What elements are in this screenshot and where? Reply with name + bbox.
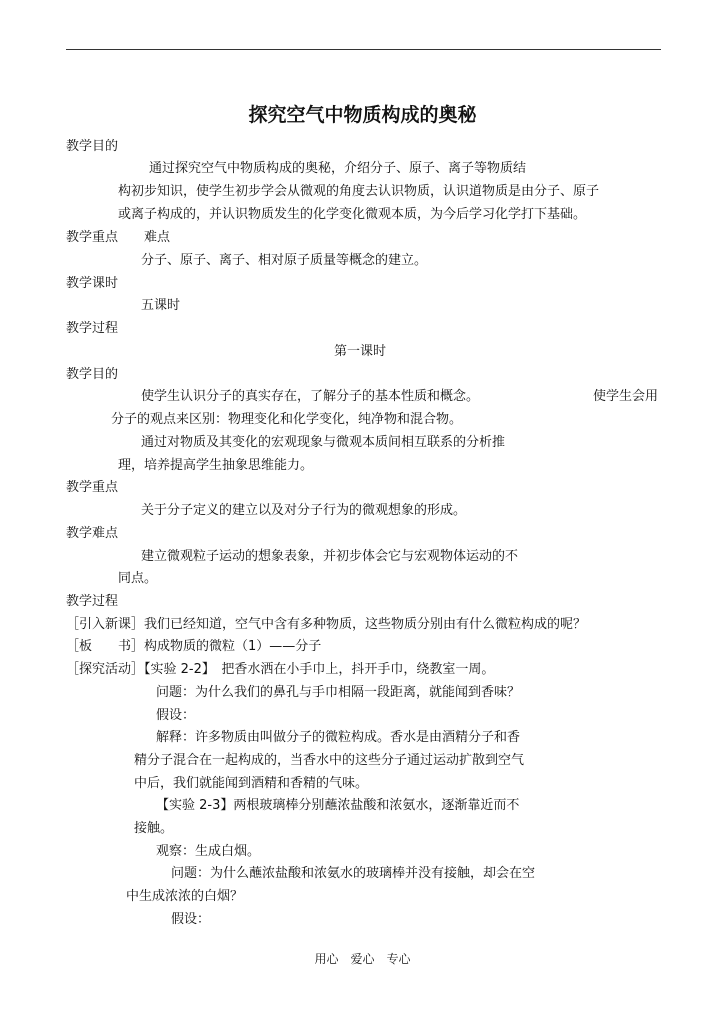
text-line: 或离子构成的，并认识物质发生的化学变化微观本质，为今后学习化学打下基础。 bbox=[118, 207, 587, 222]
text-line: 使学生会用 bbox=[593, 389, 659, 404]
text-line: 中后，我们就能闻到酒精和香精的气味。 bbox=[134, 776, 369, 791]
text-line: 五课时 bbox=[141, 298, 181, 313]
heading-teaching-process: 教学过程 bbox=[66, 594, 119, 609]
heading-key-point: 教学重点 bbox=[66, 480, 119, 495]
section-heading: 第一课时 bbox=[334, 344, 387, 359]
text-line: 通过探究空气中物质构成的奥秘，介绍分子、原子、离子等物质结 bbox=[149, 161, 527, 176]
page-title: 探究空气中物质构成的奥秘 bbox=[248, 104, 477, 126]
text-line: 通过对物质及其变化的宏观现象与微观本质间相互联系的分析推 bbox=[141, 435, 506, 450]
heading-teaching-process: 教学过程 bbox=[66, 321, 119, 336]
text-line: 精分子混合在一起构成的，当香水中的这些分子通过运动扩散到空气 bbox=[134, 753, 525, 768]
page-footer: 用心 爱心 专心 bbox=[314, 952, 411, 966]
text-line: 分子、原子、离子、相对原子质量等概念的建立。 bbox=[141, 253, 428, 268]
text-line: 问题：为什么我们的鼻孔与手巾相隔一段距离，就能闻到香味？ bbox=[156, 685, 521, 700]
text-line: 理，培养提高学生抽象思维能力。 bbox=[118, 458, 314, 473]
text-line: 【实验 2-3】两根玻璃棒分别蘸浓盐酸和浓氨水，逐渐靠近而不 bbox=[156, 798, 520, 813]
text-line: ［探究活动］【实验 2-2】 把香水洒在小手巾上，抖开手巾，绕教室一周。 bbox=[66, 662, 495, 677]
text-line: 建立微观粒子运动的想象表象，并初步体会它与宏观物体运动的不 bbox=[141, 549, 519, 564]
text-line: 关于分子定义的建立以及对分子行为的微观想象的形成。 bbox=[141, 503, 467, 518]
text-line: 接触。 bbox=[134, 821, 174, 836]
text-line: 构初步知识，使学生初步学会从微观的角度去认识物质，认识道物质是由分子、原子 bbox=[118, 184, 600, 199]
text-line: ［板 书］构成物质的微粒（1）——分子 bbox=[66, 639, 322, 654]
text-line: 解释：许多物质由叫做分子的微粒构成。香水是由酒精分子和香 bbox=[156, 730, 521, 745]
text-line: 假设： bbox=[156, 708, 196, 723]
text-line: 同点。 bbox=[118, 571, 158, 586]
text-line: 问题：为什么蘸浓盐酸和浓氨水的玻璃棒并没有接触，却会在空 bbox=[171, 866, 536, 881]
text-line: ［引入新课］我们已经知道，空气中含有多种物质，这些物质分别由有什么微粒构成的呢？ bbox=[66, 617, 587, 632]
text-line: 假设： bbox=[171, 912, 211, 927]
heading-difficulty: 教学难点 bbox=[66, 526, 119, 541]
heading-teaching-goal: 教学目的 bbox=[66, 367, 119, 382]
heading-key-points: 教学重点 难点 bbox=[66, 230, 171, 245]
text-line: 分子的观点来区别：物理变化和化学变化，纯净物和混合物。 bbox=[111, 412, 463, 427]
heading-class-hours: 教学课时 bbox=[66, 276, 119, 291]
text-line: 中生成浓浓的白烟？ bbox=[126, 889, 244, 904]
text-line: 观察：生成白烟。 bbox=[156, 844, 261, 859]
heading-teaching-goal: 教学目的 bbox=[66, 139, 119, 154]
text-line: 使学生认识分子的真实存在，了解分子的基本性质和概念。 bbox=[141, 389, 480, 404]
header-rule bbox=[66, 49, 661, 50]
